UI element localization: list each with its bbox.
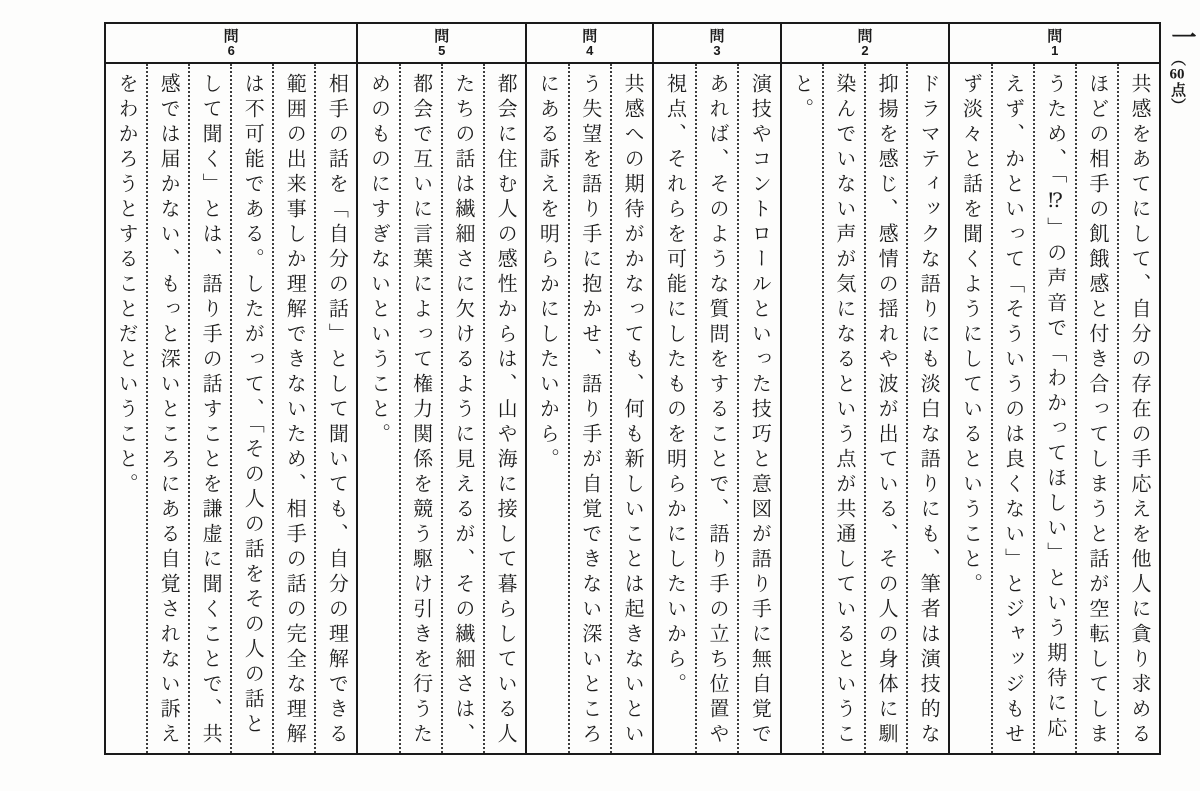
question-label: 問: [223, 27, 239, 45]
question-cell: [950, 24, 1159, 753]
question-number: 5: [438, 43, 446, 59]
answer-text: は不可能である。したがって、「その人の話をその人の話と: [241, 73, 264, 738]
question-label: 問: [709, 27, 725, 45]
section-marker: [1164, 24, 1194, 114]
answer-text: めのものにすぎないということ。: [367, 73, 390, 448]
question-label: 問: [434, 27, 450, 45]
answer-line: [950, 64, 990, 753]
answer-line: [106, 64, 146, 753]
answer-line: [527, 64, 567, 753]
points-value: 60: [1169, 67, 1185, 82]
section-points: [1164, 51, 1184, 114]
question-label: 問: [1047, 27, 1063, 45]
question-cell: [358, 24, 527, 753]
question-header: [358, 24, 525, 64]
question-cell: [654, 24, 781, 753]
answer-text: あれば、そのような質問をすることで、語り手の立ち位置や: [705, 73, 728, 748]
question-label: 問: [857, 27, 873, 45]
answer-text: 共感への期待がかなっても、何も新しいことは起きないとい: [621, 73, 644, 748]
answer-text: 染んでいない声が気になるという点が共通しているというこ: [832, 73, 855, 748]
answer-text: 相手の話を「自分の話」として聞いても、自分の理解できる: [325, 73, 348, 748]
answer-line: [314, 64, 356, 753]
answer-text: 範囲の出来事しか理解できないため、相手の話の完全な理解: [283, 73, 306, 748]
answer-text: ほどの相手の飢餓感と付き合ってしまうと話が空転してしま: [1085, 73, 1108, 748]
question-label: 問: [582, 27, 598, 45]
answer-line: [906, 64, 948, 753]
answer-text: と。: [790, 73, 813, 123]
answer-line: [358, 64, 398, 753]
answer-text: にある訴えを明らかにしたいから。: [536, 73, 559, 473]
section-number: 一: [1168, 24, 1195, 51]
answer-line: [822, 64, 864, 753]
answer-area: [106, 64, 356, 753]
answer-area: [950, 64, 1159, 753]
answer-line: [188, 64, 230, 753]
question-number: 6: [227, 43, 235, 59]
question-number: 3: [713, 43, 721, 59]
answer-area: [358, 64, 525, 753]
answer-line: [399, 64, 441, 753]
answer-table: [104, 22, 1161, 755]
answer-line: [1033, 64, 1075, 753]
answer-line: [230, 64, 272, 753]
answer-text: 演技やコントロールといった技巧と意図が語り手に無自覚で: [748, 73, 771, 748]
answer-line: [864, 64, 906, 753]
answer-text: う失望を語り手に抱かせ、語り手が自覚できない深いところ: [578, 73, 601, 748]
answer-line: [782, 64, 822, 753]
answer-line: [610, 64, 652, 753]
answer-line: [272, 64, 314, 753]
answer-area: [654, 64, 779, 753]
answer-line: [1075, 64, 1117, 753]
answer-line: [737, 64, 779, 753]
answer-text: ドラマティックな語りにも淡白な語りにも、筆者は演技的な: [917, 73, 940, 748]
question-cell: [527, 24, 654, 753]
question-header: [782, 24, 949, 64]
question-number: 4: [586, 43, 594, 59]
answer-text: して聞く」とは、語り手の話すことを謙虚に聞くことで、共: [199, 73, 222, 748]
points-unit: 点）: [1169, 82, 1185, 114]
points-paren-open: （: [1169, 51, 1185, 67]
answer-area: [527, 64, 652, 753]
question-header: [527, 24, 652, 64]
answer-line: [146, 64, 188, 753]
answer-text: 共感をあてにして、自分の存在の手応えを他人に貪り求める: [1127, 73, 1150, 748]
answer-text: 都会で互いに言葉によって権力関係を競う駆け引きを行うた: [409, 73, 432, 748]
answer-line: [441, 64, 483, 753]
answer-line: [483, 64, 525, 753]
answer-text: 感では届かない、もっと深いところにある自覚されない訴え: [157, 73, 180, 748]
answer-line: [568, 64, 610, 753]
answer-text: えず、かといって「そういうのは良くない」とジャッジもせ: [1001, 73, 1024, 748]
answer-text: たちの話は繊細さに欠けるように見えるが、その繊細さは、: [451, 73, 474, 748]
question-header: [654, 24, 779, 64]
answer-line: [695, 64, 737, 753]
answer-text: 抑揚を感じ、感情の揺れや波が出ている、その人の身体に馴: [875, 73, 898, 748]
question-number: 1: [1051, 43, 1059, 59]
question-cell: [106, 24, 358, 753]
answer-line: [654, 64, 694, 753]
answer-text: うため、「⁉」の声音で「わかってほしい」という期待に応: [1043, 73, 1066, 742]
question-number: 2: [861, 43, 869, 59]
answer-text: 都会に住む人の感性からは、山や海に接して暮らしている人: [494, 73, 517, 748]
answer-text: ず淡々と話を聞くようにしているということ。: [959, 73, 982, 598]
answer-text: 視点、それらを可能にしたものを明らかにしたいから。: [663, 73, 686, 698]
answer-area: [782, 64, 949, 753]
answer-line: [991, 64, 1033, 753]
question-cell: [782, 24, 951, 753]
answer-line: [1117, 64, 1159, 753]
question-header: [106, 24, 356, 64]
question-header: [950, 24, 1159, 64]
answer-text: をわかろうとすることだということ。: [115, 73, 138, 498]
